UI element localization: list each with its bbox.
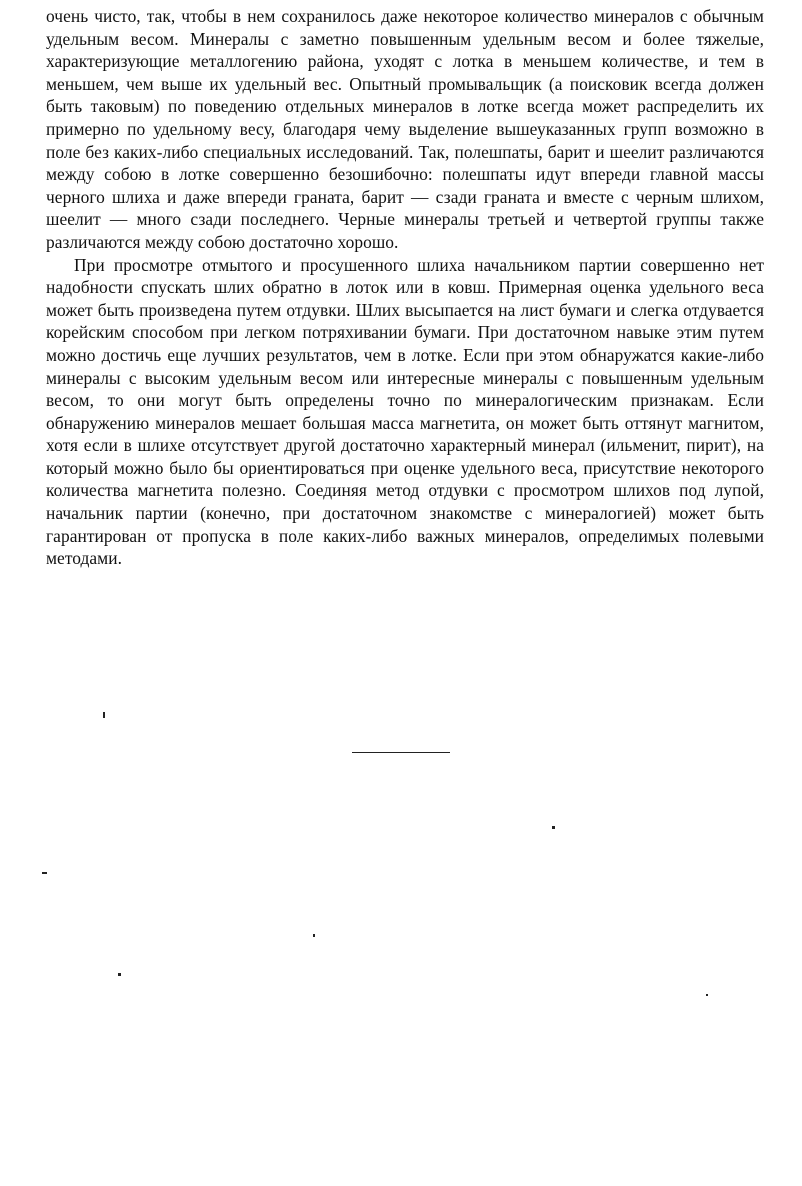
scan-speck — [103, 712, 105, 718]
scan-speck — [706, 994, 708, 996]
paragraph-2: При просмотре отмытого и просушенного шлиха начальником партии совершенно нет надобности спускать шлих обратно в лоток или в ковш. Примерная оценка удельного веса может быть произведена путем отдувки. Шлих высыпается на лист бумаги и слегка отдувается корейским способом при легком потряхивании бумаги. При достаточном навыке этим путем можно достичь еще лучших результатов, чем в лотке. Если при этом обнаружатся какие-либо минералы с высоким удельным весом или интересные минералы с повышенным удельным весом, то они могут быть определены точно по минералогическим признакам. Если обнаружению минералов мешает большая масса магнетита, он может быть оттянут магнитом, хотя если в шлихе отсутствует другой достаточно характерный минерал (ильменит, пирит), на который можно было бы ориентироваться при оценке удельного веса, присутствие некоторого количества магнетита полезно. Соединяя метод отдувки с просмотром шлихов под лупой, начальник партии (конечно, при достаточном знакомстве с минералогией) может быть гарантирован от пропуска в поле каких-либо важных минералов, определимых полевыми методами. — [46, 254, 764, 569]
scan-speck — [313, 934, 315, 937]
scan-speck — [118, 973, 121, 976]
document-body — [46, 5, 764, 570]
scan-speck — [552, 826, 555, 829]
end-rule — [352, 752, 450, 753]
scan-speck — [42, 872, 47, 874]
paragraph-1: очень чисто, так, чтобы в нем сохранилось даже некоторое количество минералов с обычным удельным весом. Минералы с заметно повышенным удельным весом и более тяжелые, характеризующие металлогению района, уходят с лотка в меньшем количестве, и тем в меньшем, чем выше их удельный вес. Опытный промывальщик (а поисковик всегда должен быть таковым) по поведению отдельных минералов в лотке всегда может распределить их примерно по удельному весу, благодаря чему выделение вышеуказанных групп возможно в поле без каких-либо специальных исследований. Так, полешпаты, барит и шеелит различаются между собою в лотке совершенно безошибочно: полешпаты идут впереди главной массы черного шлиха и даже впереди граната, барит — сзади граната и вместе с черным шлихом, шеелит — много сзади последнего. Черные минералы третьей и четвертой группы также различаются между собою достаточно хорошо. — [46, 6, 764, 252]
